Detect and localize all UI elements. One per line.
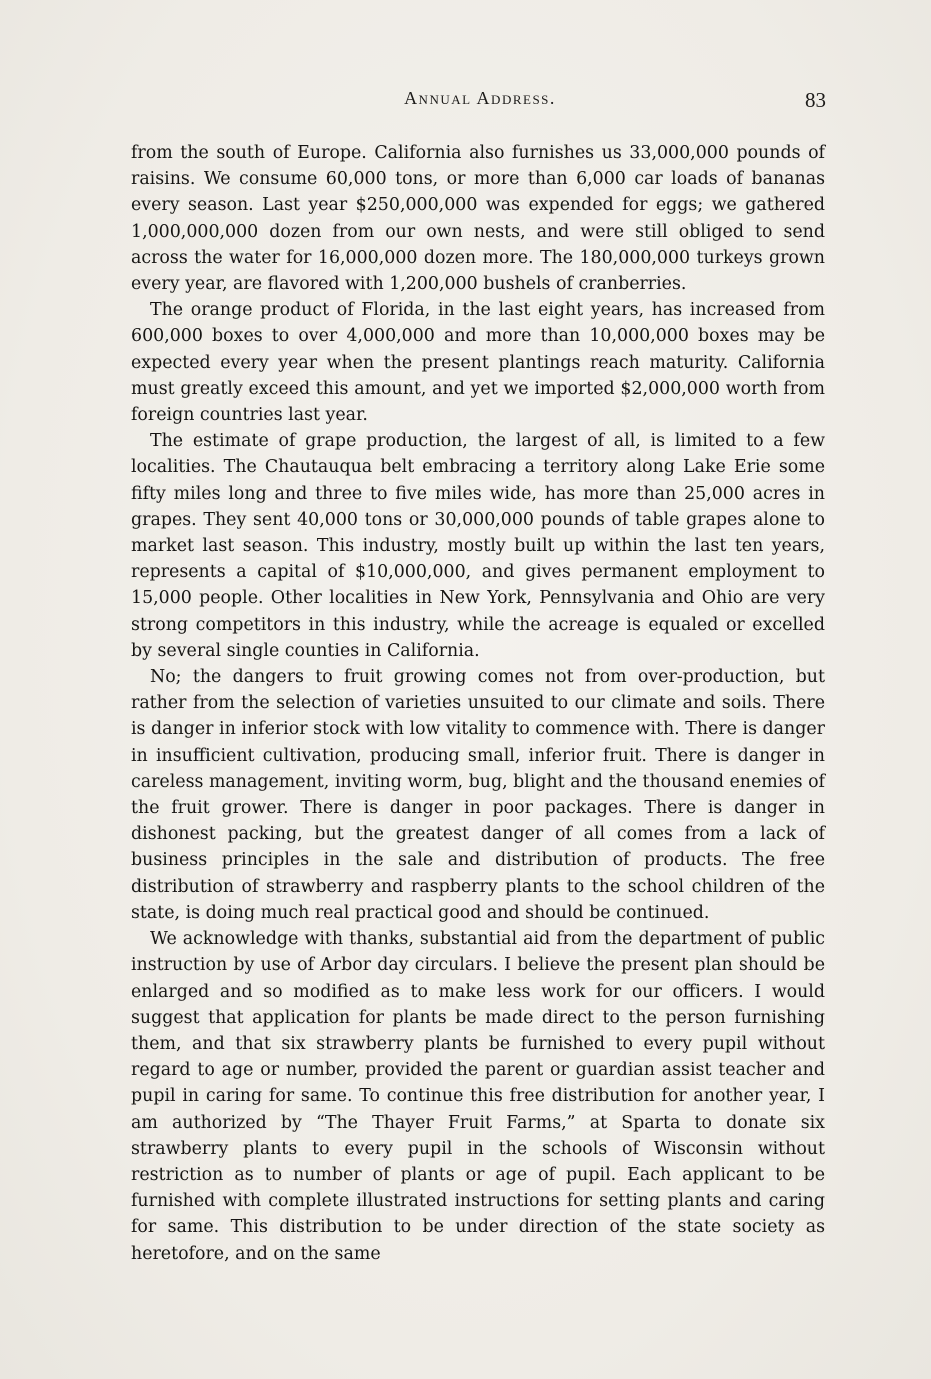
paragraph-plant-distribution: We acknowledge with thanks, substantial aid from the department of public instruction by use of Arbor day circulars. I believe the present plan should be enlarged and so modified as to make less work for our officers. I would suggest that application for plants be made direct to the person furnishing them, and that six strawberry plants be furnished to every pupil without regard to age or number, provided the parent or guardian assist teacher and pupil in caring for same. To continue this free distribution for another year, I am authorized by “The Thayer Fruit Farms,” at Sparta to donate six strawberry plants to every pupil in the schools of Wisconsin without restriction as to number of plants or age of pupil. Each applicant to be furnished with complete illustrated instructions for setting plants and caring for same. This distribution to be under direction of the state society as heretofore, and on the same (131, 929, 825, 1264)
paragraph-grape-production: The estimate of grape production, the largest of all, is limited to a few localities. The Chautauqua belt embracing a territory along Lake Erie some fifty miles long and three to five miles wide, has more than 25,000 acres in grapes. They sent 40,000 tons or 30,000,000 pounds of table grapes alone to market last season. This industry, mostly built up within the last ten years, represents a capital of $10,000,000, and gives permanent employment to 15,000 people. Other localities in New York, Pennsylvania and Ohio are very strong competitors in this industry, while the acreage is equaled or excelled by several single counties in California. (131, 431, 825, 661)
running-head (130, 88, 830, 112)
body-text (131, 140, 825, 1267)
paragraph-dangers-to-fruit-growing: No; the dangers to fruit growing comes not from over-production, but rather from the selection of varieties unsuited to our climate and soils. There is danger in inferior stock with low vitality to commence with. There is danger in insufficient cultivation, producing small, inferior fruit. There is danger in careless management, inviting worm, bug, blight and the thousand enemies of the fruit grower. There is danger in poor packages. There is danger in dishonest packing, but the greatest danger of all comes from a lack of business principles in the sale and distribution of products. The free distribution of strawberry and raspberry plants to the school children of the state, is doing much real practical good and should be continued. (131, 667, 825, 923)
paragraph-raisins-bananas-eggs: from the south of Europe. California also furnishes us 33,000,000 pounds of raisins. We consume 60,000 tons, or more than 6,000 car loads of bananas every season. Last year $250,000,000 was expended for eggs; we gathered 1,000,000,000 dozen from our own nests, and were still obliged to send across the water for 16,000,000 dozen more. The 180,000,000 turkeys grown every year, are flavored with 1,200,000 bushels of cranberries. (131, 143, 825, 295)
paragraph-florida-oranges: The orange product of Florida, in the last eight years, has increased from 600,000 boxes to over 4,000,000 and more than 10,000,000 boxes may be expected every year when the present plantings reach maturity. California must greatly exceed this amount, and yet we imported $2,000,000 worth from foreign countries last year. (131, 300, 825, 426)
page-number: 83 (805, 88, 826, 112)
running-title: Annual Address. (404, 88, 556, 108)
